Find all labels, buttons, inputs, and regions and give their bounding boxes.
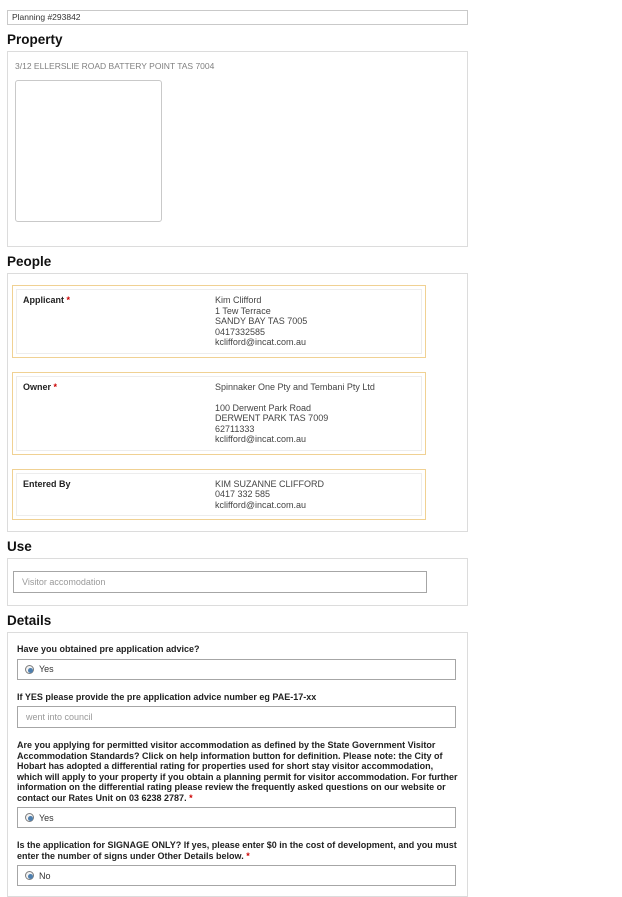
person-entry[interactable]: [12, 469, 426, 521]
section-heading-property: Property: [7, 32, 63, 47]
person-detail-line: 1 Tew Terrace: [215, 305, 271, 316]
person-values: [215, 382, 375, 445]
person-entry[interactable]: [12, 285, 426, 358]
person-detail-line: Spinnaker One Pty and Tembani Pty Ltd: [215, 381, 375, 392]
radio-answer[interactable]: [17, 659, 456, 680]
required-asterisk: *: [51, 381, 58, 392]
person-detail-line: SANDY BAY TAS 7005: [215, 316, 308, 326]
radio-selected-icon[interactable]: [25, 813, 34, 822]
question-label: Are you applying for permitted visitor accommodation as defined by the State Government Visitor Accommodation Standards? Click on help information button for definition. Please note: the City of Hobart has adopted a differential rating for properties used for short stay visitor accommodation, which will apply to your property if you obtain a planning permit for visitor accommodation. For further information on the differential rating please review the frequently asked questions on our website or contact our Rates Unit on 03 6238 2787. *: [17, 740, 458, 803]
form-page: [7, 10, 468, 897]
people-panel: [7, 273, 468, 532]
section-heading-details: Details: [7, 613, 52, 628]
text-answer-input[interactable]: went into council: [17, 706, 456, 728]
person-detail-line: 0417332585: [215, 326, 266, 337]
required-asterisk: *: [243, 850, 250, 861]
person-detail-line: 62711333: [215, 423, 255, 434]
person-entry[interactable]: [12, 372, 426, 455]
use-input[interactable]: Visitor accomodation: [13, 571, 427, 593]
person-values: [215, 295, 307, 348]
person-detail-line: kclifford@incat.com.au: [215, 434, 307, 444]
person-detail-line: DERWENT PARK TAS 7009: [215, 413, 329, 423]
radio-answer[interactable]: [17, 865, 456, 886]
person-detail-line: 0417 332 585: [215, 489, 271, 499]
section-heading-use: Use: [7, 539, 32, 554]
radio-selected-icon[interactable]: [25, 665, 34, 674]
use-panel: [7, 558, 468, 606]
question-label: Have you obtained pre application advice?: [17, 644, 200, 654]
person-label: Applicant: [23, 295, 65, 305]
property-address: 3/12 ELLERSLIE ROAD BATTERY POINT TAS 7004: [15, 61, 215, 71]
radio-answer[interactable]: [17, 807, 456, 828]
person-label: Entered By: [23, 478, 71, 489]
person-detail-line: Kim Clifford: [215, 295, 262, 305]
planning-reference-input[interactable]: Planning #293842: [7, 10, 468, 25]
person-detail-line: [215, 392, 375, 403]
radio-selected-icon[interactable]: [25, 871, 34, 880]
person-values: [215, 479, 324, 511]
radio-answer-label: No: [39, 870, 51, 881]
radio-answer-label: Yes: [39, 812, 54, 823]
details-panel: [7, 632, 468, 897]
person-label: Owner: [23, 381, 52, 392]
property-panel: [7, 51, 468, 247]
person-detail-line: kclifford@incat.com.au: [215, 337, 307, 347]
section-heading-people: People: [7, 254, 52, 269]
property-image-placeholder: [15, 80, 162, 222]
required-asterisk: *: [186, 792, 193, 803]
person-detail-line: KIM SUZANNE CLIFFORD: [215, 478, 325, 489]
required-asterisk: *: [64, 295, 71, 305]
radio-answer-label: Yes: [39, 664, 54, 674]
question-label: Is the application for SIGNAGE ONLY? If yes, please enter $0 in the cost of development, and you must enter the number of signs under Other Details below. *: [17, 840, 457, 861]
person-detail-line: kclifford@incat.com.au: [215, 499, 307, 510]
person-detail-line: 100 Derwent Park Road: [215, 402, 312, 413]
question-label: If YES please provide the pre application advice number eg PAE-17-xx: [17, 691, 317, 702]
